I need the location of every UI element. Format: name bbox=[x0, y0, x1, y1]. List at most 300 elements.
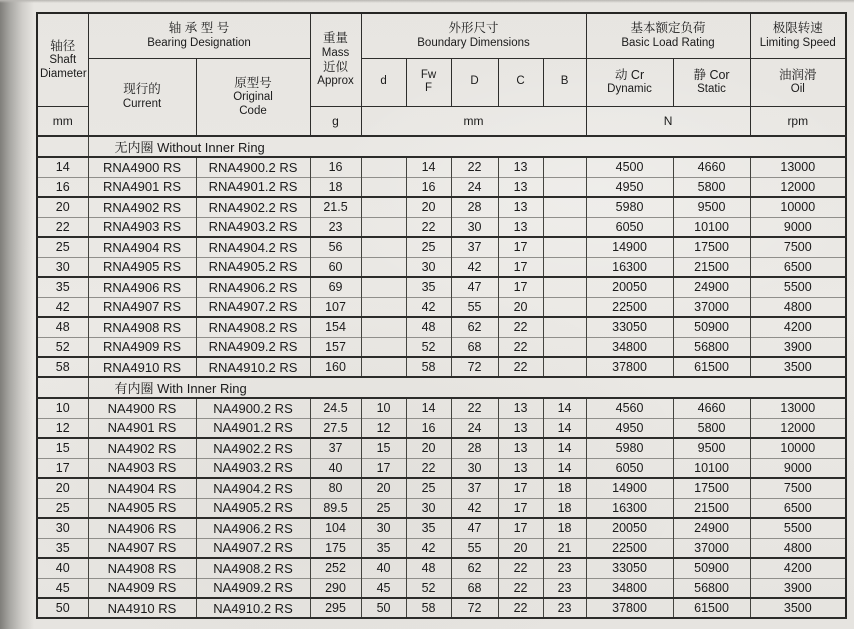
cell-cr: 33050 bbox=[586, 317, 673, 337]
cell-fw: 14 bbox=[406, 398, 451, 418]
cell-d bbox=[361, 237, 406, 257]
cell-B bbox=[543, 317, 586, 337]
table-row bbox=[37, 538, 846, 558]
cell-B: 23 bbox=[543, 578, 586, 598]
table-row bbox=[37, 598, 846, 618]
cell-shaft: 20 bbox=[37, 197, 88, 217]
cell-shaft: 15 bbox=[37, 438, 88, 458]
cell-shaft: 30 bbox=[37, 257, 88, 277]
cell-cor: 37000 bbox=[673, 297, 750, 317]
cell-original: RNA4908.2 RS bbox=[196, 317, 310, 337]
cell-fw: 42 bbox=[406, 297, 451, 317]
cell-cor: 24900 bbox=[673, 518, 750, 538]
cell-C: 13 bbox=[498, 438, 543, 458]
cell-d: 20 bbox=[361, 478, 406, 498]
cell-cor: 50900 bbox=[673, 558, 750, 578]
cell-cor: 4660 bbox=[673, 157, 750, 177]
cell-speed: 9000 bbox=[750, 217, 846, 237]
cell-original: RNA4904.2 RS bbox=[196, 237, 310, 257]
cell-cor: 5800 bbox=[673, 177, 750, 197]
cell-current: RNA4903 RS bbox=[88, 217, 196, 237]
cell-original: NA4900.2 RS bbox=[196, 398, 310, 418]
cell-fw: 48 bbox=[406, 558, 451, 578]
cell-fw: 14 bbox=[406, 157, 451, 177]
header-dimensions-zh: 外形尺寸 bbox=[448, 21, 499, 36]
cell-speed: 13000 bbox=[750, 398, 846, 418]
cell-mass: 290 bbox=[310, 578, 361, 598]
table-row bbox=[37, 217, 846, 237]
cell-shaft: 35 bbox=[37, 538, 88, 558]
header-load-zh: 基本额定负荷 bbox=[630, 21, 706, 36]
cell-fw: 22 bbox=[406, 458, 451, 478]
cell-B bbox=[543, 157, 586, 177]
cell-current: NA4908 RS bbox=[88, 558, 196, 578]
cell-B bbox=[543, 277, 586, 297]
cell-d: 25 bbox=[361, 498, 406, 518]
header-current bbox=[88, 58, 196, 136]
cell-B bbox=[543, 197, 586, 217]
cell-original: NA4907.2 RS bbox=[196, 538, 310, 558]
cell-cr: 5980 bbox=[586, 438, 673, 458]
cell-speed: 3500 bbox=[750, 598, 846, 618]
cell-D: 22 bbox=[451, 157, 498, 177]
cell-D: 42 bbox=[451, 257, 498, 277]
cell-C: 22 bbox=[498, 578, 543, 598]
cell-mass: 27.5 bbox=[310, 418, 361, 438]
cell-d: 10 bbox=[361, 398, 406, 418]
cell-original: NA4910.2 RS bbox=[196, 598, 310, 618]
cell-C: 13 bbox=[498, 217, 543, 237]
cell-cor: 17500 bbox=[673, 478, 750, 498]
cell-shaft: 10 bbox=[37, 398, 88, 418]
header-speed-zh: 极限转速 bbox=[772, 21, 823, 36]
unit-shaft-mm: mm bbox=[37, 106, 88, 136]
cell-fw: 16 bbox=[406, 177, 451, 197]
unit-dimensions-mm: mm bbox=[361, 106, 586, 136]
header-current-en: Current bbox=[122, 97, 162, 110]
cell-fw: 20 bbox=[406, 438, 451, 458]
cell-d bbox=[361, 197, 406, 217]
header-designation-en: Bearing Designation bbox=[147, 36, 251, 49]
header-d-label: d bbox=[380, 75, 387, 88]
cell-cr: 6050 bbox=[586, 458, 673, 478]
header-original-code bbox=[196, 58, 310, 136]
cell-mass: 69 bbox=[310, 277, 361, 297]
cell-speed: 5500 bbox=[750, 277, 846, 297]
cell-mass: 295 bbox=[310, 598, 361, 618]
header-D-label: D bbox=[470, 75, 479, 88]
cell-original: RNA4907.2 RS bbox=[196, 297, 310, 317]
cell-speed: 13000 bbox=[750, 157, 846, 177]
cell-cor: 4660 bbox=[673, 398, 750, 418]
cell-C: 13 bbox=[498, 458, 543, 478]
table-row bbox=[37, 578, 846, 598]
cell-B bbox=[543, 257, 586, 277]
header-original-zh: 原型号 bbox=[234, 75, 272, 90]
cell-cr: 34800 bbox=[586, 578, 673, 598]
cell-current: RNA4900 RS bbox=[88, 157, 196, 177]
cell-cor: 21500 bbox=[673, 257, 750, 277]
cell-current: NA4903 RS bbox=[88, 458, 196, 478]
cell-d: 30 bbox=[361, 518, 406, 538]
header-mass-zh2: 近似 bbox=[323, 59, 349, 74]
header-f-label: F bbox=[425, 82, 433, 94]
cell-speed: 6500 bbox=[750, 498, 846, 518]
table-row bbox=[37, 357, 846, 377]
cell-D: 24 bbox=[451, 418, 498, 438]
header-mass-en2: Approx bbox=[317, 75, 354, 88]
cell-D: 62 bbox=[451, 317, 498, 337]
cell-current: RNA4907 RS bbox=[88, 297, 196, 317]
header-col-fw bbox=[406, 58, 451, 106]
cell-C: 17 bbox=[498, 277, 543, 297]
cell-d bbox=[361, 297, 406, 317]
cell-cr: 4950 bbox=[586, 177, 673, 197]
header-shaft-zh: 轴径 bbox=[50, 38, 76, 53]
table-row bbox=[37, 398, 846, 418]
cell-mass: 60 bbox=[310, 257, 361, 277]
cell-cr: 22500 bbox=[586, 538, 673, 558]
cell-B bbox=[543, 297, 586, 317]
cell-cor: 9500 bbox=[673, 438, 750, 458]
cell-D: 22 bbox=[451, 398, 498, 418]
cell-C: 20 bbox=[498, 297, 543, 317]
cell-mass: 157 bbox=[310, 337, 361, 357]
cell-current: RNA4908 RS bbox=[88, 317, 196, 337]
cell-fw: 52 bbox=[406, 337, 451, 357]
table-row bbox=[37, 498, 846, 518]
cell-d: 12 bbox=[361, 418, 406, 438]
header-limiting-speed bbox=[750, 13, 846, 58]
cell-B bbox=[543, 357, 586, 377]
table-row bbox=[37, 418, 846, 438]
cell-speed: 6500 bbox=[750, 257, 846, 277]
cell-current: RNA4902 RS bbox=[88, 197, 196, 217]
cell-cor: 10100 bbox=[673, 458, 750, 478]
cell-original: RNA4905.2 RS bbox=[196, 257, 310, 277]
cell-speed: 3500 bbox=[750, 357, 846, 377]
cell-mass: 252 bbox=[310, 558, 361, 578]
cell-fw: 58 bbox=[406, 357, 451, 377]
cell-B bbox=[543, 177, 586, 197]
cell-mass: 89.5 bbox=[310, 498, 361, 518]
section-title: 无内圈 Without Inner Ring bbox=[88, 136, 846, 157]
cell-original: RNA4906.2 RS bbox=[196, 277, 310, 297]
cell-shaft: 58 bbox=[37, 357, 88, 377]
header-C-label: C bbox=[516, 75, 525, 88]
cell-C: 22 bbox=[498, 598, 543, 618]
section-shaft-cell bbox=[37, 136, 88, 157]
cell-shaft: 16 bbox=[37, 177, 88, 197]
header-speed-en: Limiting Speed bbox=[759, 36, 836, 49]
cell-shaft: 22 bbox=[37, 217, 88, 237]
cell-d: 40 bbox=[361, 558, 406, 578]
cell-cor: 24900 bbox=[673, 277, 750, 297]
cell-speed: 4800 bbox=[750, 297, 846, 317]
cell-cr: 4560 bbox=[586, 398, 673, 418]
cell-cor: 61500 bbox=[673, 598, 750, 618]
header-designation-zh: 轴 承 型 号 bbox=[168, 21, 230, 36]
cell-B bbox=[543, 217, 586, 237]
header-original-en1: Original bbox=[233, 91, 273, 104]
header-static-zh: 静 Cor bbox=[693, 67, 730, 82]
cell-cr: 37800 bbox=[586, 598, 673, 618]
cell-cor: 21500 bbox=[673, 498, 750, 518]
header-shaft-diameter bbox=[37, 13, 88, 106]
cell-C: 13 bbox=[498, 157, 543, 177]
cell-d: 50 bbox=[361, 598, 406, 618]
cell-D: 28 bbox=[451, 438, 498, 458]
header-col-D bbox=[451, 58, 498, 106]
section-header-row bbox=[37, 377, 846, 398]
header-oil bbox=[750, 58, 846, 106]
cell-original: RNA4903.2 RS bbox=[196, 217, 310, 237]
cell-cr: 37800 bbox=[586, 357, 673, 377]
cell-mass: 40 bbox=[310, 458, 361, 478]
cell-speed: 3900 bbox=[750, 578, 846, 598]
cell-current: RNA4910 RS bbox=[88, 357, 196, 377]
cell-C: 17 bbox=[498, 478, 543, 498]
cell-cr: 16300 bbox=[586, 257, 673, 277]
cell-d bbox=[361, 217, 406, 237]
table-row bbox=[37, 297, 846, 317]
header-dynamic-cr bbox=[586, 58, 673, 106]
header-col-B bbox=[543, 58, 586, 106]
cell-fw: 52 bbox=[406, 578, 451, 598]
cell-original: NA4901.2 RS bbox=[196, 418, 310, 438]
header-col-d bbox=[361, 58, 406, 106]
cell-shaft: 42 bbox=[37, 297, 88, 317]
cell-speed: 12000 bbox=[750, 418, 846, 438]
cell-C: 13 bbox=[498, 398, 543, 418]
cell-D: 72 bbox=[451, 598, 498, 618]
cell-fw: 58 bbox=[406, 598, 451, 618]
cell-speed: 12000 bbox=[750, 177, 846, 197]
cell-C: 22 bbox=[498, 337, 543, 357]
cell-d bbox=[361, 157, 406, 177]
cell-B bbox=[543, 237, 586, 257]
section-header-row bbox=[37, 136, 846, 157]
header-mass-en1: Mass bbox=[321, 46, 350, 59]
cell-fw: 30 bbox=[406, 257, 451, 277]
header-shaft-en2: Diameter bbox=[40, 67, 87, 80]
cell-mass: 160 bbox=[310, 357, 361, 377]
header-dynamic-en: Dynamic bbox=[607, 83, 652, 96]
cell-d bbox=[361, 277, 406, 297]
cell-fw: 22 bbox=[406, 217, 451, 237]
cell-fw: 25 bbox=[406, 237, 451, 257]
cell-original: NA4908.2 RS bbox=[196, 558, 310, 578]
cell-d bbox=[361, 337, 406, 357]
cell-cr: 33050 bbox=[586, 558, 673, 578]
header-shaft-en1: Shaft bbox=[49, 54, 77, 67]
cell-mass: 154 bbox=[310, 317, 361, 337]
cell-fw: 30 bbox=[406, 498, 451, 518]
cell-D: 62 bbox=[451, 558, 498, 578]
cell-shaft: 30 bbox=[37, 518, 88, 538]
cell-current: NA4907 RS bbox=[88, 538, 196, 558]
cell-fw: 25 bbox=[406, 478, 451, 498]
cell-B: 21 bbox=[543, 538, 586, 558]
cell-D: 68 bbox=[451, 578, 498, 598]
cell-C: 22 bbox=[498, 558, 543, 578]
cell-current: NA4904 RS bbox=[88, 478, 196, 498]
cell-cr: 4500 bbox=[586, 157, 673, 177]
cell-D: 47 bbox=[451, 518, 498, 538]
cell-cor: 5800 bbox=[673, 418, 750, 438]
cell-C: 22 bbox=[498, 357, 543, 377]
table-row bbox=[37, 277, 846, 297]
table-row bbox=[37, 438, 846, 458]
cell-cr: 34800 bbox=[586, 337, 673, 357]
cell-mass: 24.5 bbox=[310, 398, 361, 418]
cell-mass: 56 bbox=[310, 237, 361, 257]
cell-C: 17 bbox=[498, 257, 543, 277]
cell-original: RNA4900.2 RS bbox=[196, 157, 310, 177]
cell-cr: 6050 bbox=[586, 217, 673, 237]
bearing-table bbox=[36, 12, 847, 619]
header-original-en2: Code bbox=[239, 104, 267, 117]
cell-cor: 50900 bbox=[673, 317, 750, 337]
cell-original: NA4909.2 RS bbox=[196, 578, 310, 598]
cell-current: RNA4909 RS bbox=[88, 337, 196, 357]
cell-C: 13 bbox=[498, 418, 543, 438]
cell-mass: 23 bbox=[310, 217, 361, 237]
cell-original: NA4903.2 RS bbox=[196, 458, 310, 478]
cell-cr: 4950 bbox=[586, 418, 673, 438]
cell-cor: 56800 bbox=[673, 578, 750, 598]
cell-shaft: 35 bbox=[37, 277, 88, 297]
cell-speed: 4800 bbox=[750, 538, 846, 558]
cell-D: 24 bbox=[451, 177, 498, 197]
header-mass-zh1: 重量 bbox=[323, 30, 349, 45]
cell-D: 42 bbox=[451, 498, 498, 518]
cell-cor: 9500 bbox=[673, 197, 750, 217]
cell-current: RNA4905 RS bbox=[88, 257, 196, 277]
table-row bbox=[37, 197, 846, 217]
table-row bbox=[37, 237, 846, 257]
cell-B: 23 bbox=[543, 598, 586, 618]
cell-fw: 48 bbox=[406, 317, 451, 337]
cell-mass: 21.5 bbox=[310, 197, 361, 217]
table-row bbox=[37, 558, 846, 578]
cell-d: 45 bbox=[361, 578, 406, 598]
cell-d bbox=[361, 317, 406, 337]
table-header bbox=[37, 13, 846, 136]
cell-cr: 16300 bbox=[586, 498, 673, 518]
table-row bbox=[37, 337, 846, 357]
cell-cor: 37000 bbox=[673, 538, 750, 558]
cell-shaft: 52 bbox=[37, 337, 88, 357]
cell-shaft: 25 bbox=[37, 237, 88, 257]
table-row bbox=[37, 458, 846, 478]
cell-D: 30 bbox=[451, 458, 498, 478]
cell-D: 37 bbox=[451, 478, 498, 498]
cell-C: 17 bbox=[498, 518, 543, 538]
cell-shaft: 17 bbox=[37, 458, 88, 478]
cell-d bbox=[361, 177, 406, 197]
cell-mass: 104 bbox=[310, 518, 361, 538]
cell-B: 14 bbox=[543, 418, 586, 438]
section-shaft-cell bbox=[37, 377, 88, 398]
cell-d bbox=[361, 257, 406, 277]
cell-fw: 42 bbox=[406, 538, 451, 558]
header-oil-zh: 油润滑 bbox=[779, 67, 817, 82]
cell-speed: 3900 bbox=[750, 337, 846, 357]
cell-cor: 10100 bbox=[673, 217, 750, 237]
cell-original: RNA4901.2 RS bbox=[196, 177, 310, 197]
cell-original: NA4902.2 RS bbox=[196, 438, 310, 458]
cell-speed: 5500 bbox=[750, 518, 846, 538]
cell-fw: 20 bbox=[406, 197, 451, 217]
cell-D: 28 bbox=[451, 197, 498, 217]
cell-mass: 18 bbox=[310, 177, 361, 197]
table-body bbox=[37, 136, 846, 618]
cell-current: NA4902 RS bbox=[88, 438, 196, 458]
cell-D: 55 bbox=[451, 538, 498, 558]
cell-D: 55 bbox=[451, 297, 498, 317]
cell-cr: 5980 bbox=[586, 197, 673, 217]
table-row bbox=[37, 518, 846, 538]
cell-shaft: 20 bbox=[37, 478, 88, 498]
cell-current: NA4909 RS bbox=[88, 578, 196, 598]
cell-original: RNA4902.2 RS bbox=[196, 197, 310, 217]
cell-shaft: 12 bbox=[37, 418, 88, 438]
cell-shaft: 45 bbox=[37, 578, 88, 598]
cell-shaft: 48 bbox=[37, 317, 88, 337]
cell-B: 14 bbox=[543, 398, 586, 418]
cell-mass: 16 bbox=[310, 157, 361, 177]
cell-B bbox=[543, 337, 586, 357]
header-static-en: Static bbox=[697, 83, 726, 96]
cell-d: 17 bbox=[361, 458, 406, 478]
cell-B: 18 bbox=[543, 498, 586, 518]
cell-shaft: 40 bbox=[37, 558, 88, 578]
cell-cor: 61500 bbox=[673, 357, 750, 377]
header-dimensions-en: Boundary Dimensions bbox=[417, 36, 530, 49]
cell-cr: 22500 bbox=[586, 297, 673, 317]
cell-original: NA4905.2 RS bbox=[196, 498, 310, 518]
cell-D: 47 bbox=[451, 277, 498, 297]
cell-current: NA4905 RS bbox=[88, 498, 196, 518]
unit-mass-g: g bbox=[310, 106, 361, 136]
scan-top-edge bbox=[0, 0, 854, 3]
cell-B: 14 bbox=[543, 458, 586, 478]
cell-B: 14 bbox=[543, 438, 586, 458]
header-current-zh: 现行的 bbox=[123, 82, 161, 97]
cell-mass: 80 bbox=[310, 478, 361, 498]
table-row bbox=[37, 478, 846, 498]
cell-original: NA4904.2 RS bbox=[196, 478, 310, 498]
cell-current: RNA4904 RS bbox=[88, 237, 196, 257]
header-load-en: Basic Load Rating bbox=[621, 36, 715, 49]
cell-cr: 14900 bbox=[586, 478, 673, 498]
cell-current: NA4910 RS bbox=[88, 598, 196, 618]
cell-fw: 16 bbox=[406, 418, 451, 438]
cell-cor: 17500 bbox=[673, 237, 750, 257]
cell-current: NA4901 RS bbox=[88, 418, 196, 438]
cell-D: 30 bbox=[451, 217, 498, 237]
cell-C: 17 bbox=[498, 237, 543, 257]
cell-shaft: 25 bbox=[37, 498, 88, 518]
cell-d: 35 bbox=[361, 538, 406, 558]
cell-shaft: 50 bbox=[37, 598, 88, 618]
cell-B: 18 bbox=[543, 478, 586, 498]
cell-mass: 107 bbox=[310, 297, 361, 317]
cell-cr: 20050 bbox=[586, 518, 673, 538]
cell-speed: 4200 bbox=[750, 558, 846, 578]
cell-cr: 14900 bbox=[586, 237, 673, 257]
